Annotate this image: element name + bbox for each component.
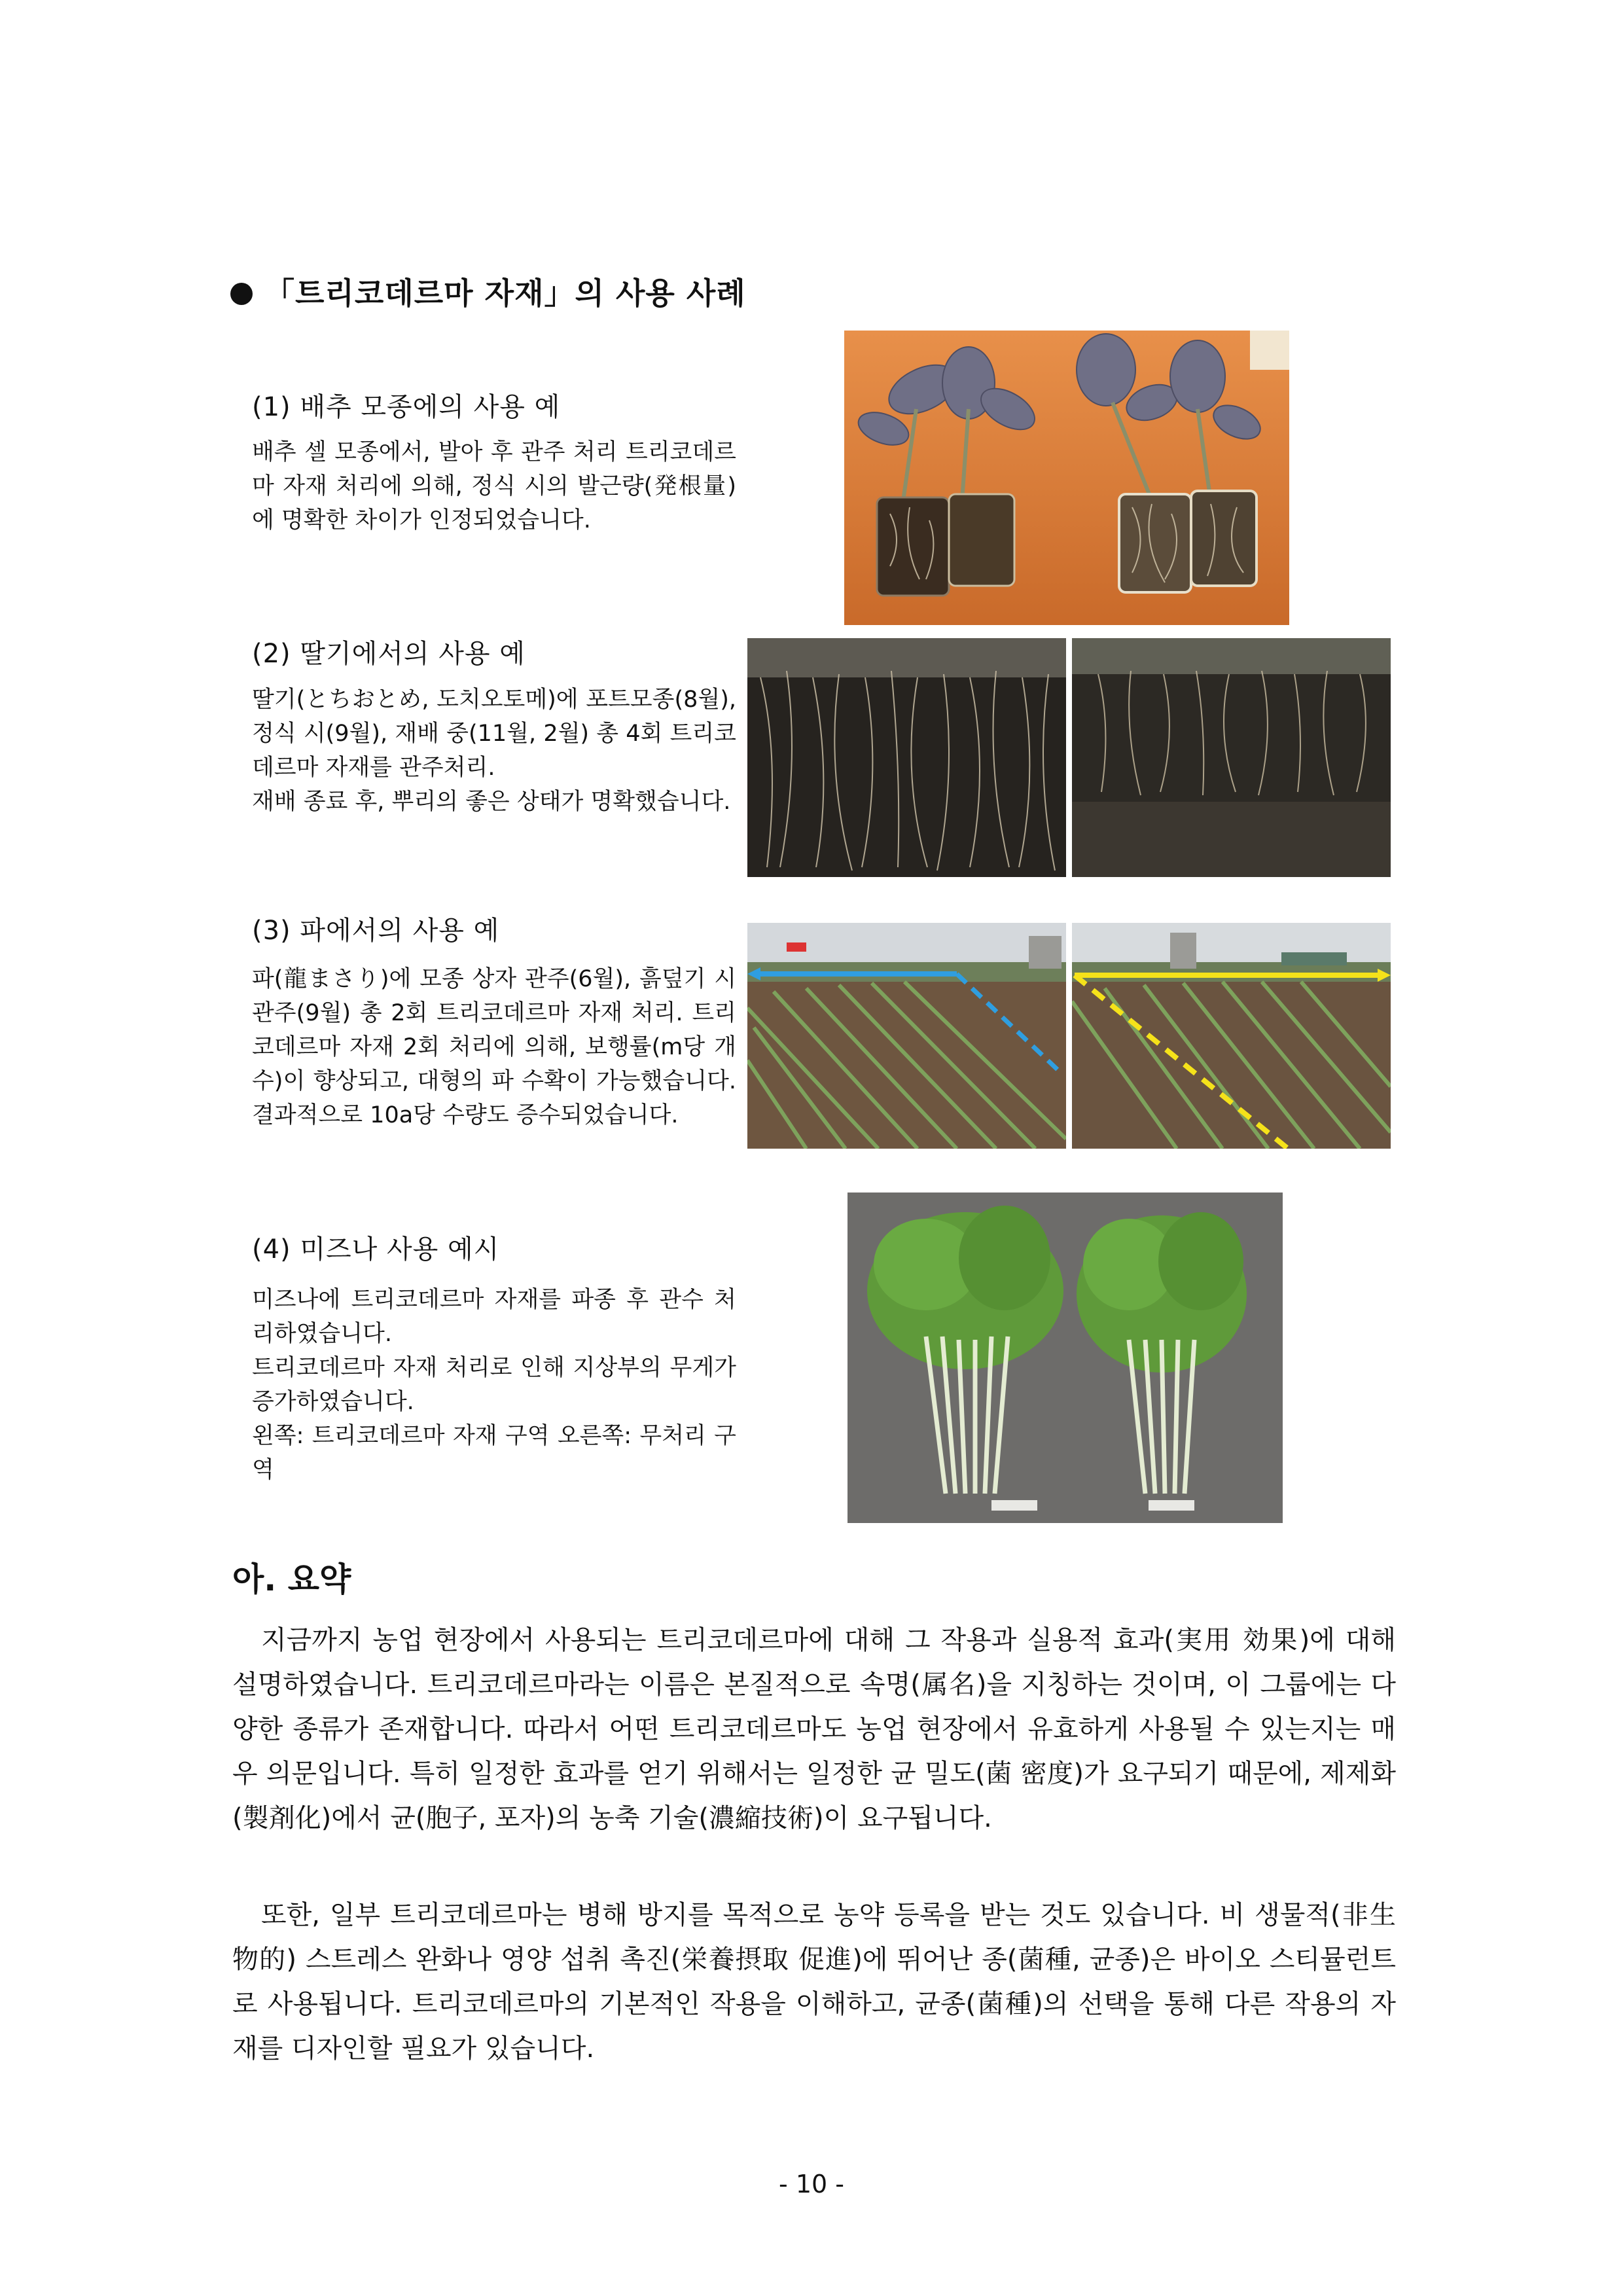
bullet-icon [230,283,253,305]
case-4-body: 미즈나에 트리코데르마 자재를 파종 후 관수 처리하였습니다. 트리코데르마 자재 처리로 인해 지상부의 무게가 증가하였습니다. 왼쪽: 트리코데르마 자재 구역 오른쪽: 무처리 구역 [252,1287,736,1483]
case-3-title: (3) 파에서의 사용 예 [252,916,500,946]
case-4-title: (4) 미즈나 사용 예시 [252,1234,500,1265]
case-1-body: 배추 셀 모종에서, 발아 후 관주 처리 트리코데르마 자재 처리에 의해, 정식 시의 발근량(発根量)에 명확한 차이가 인정되었습니다. [252,439,736,533]
page-number: - 10 - [779,2170,844,2198]
heading-text: 「트리코데르마 자재」의 사용 사례 [264,276,746,311]
case-2-title: (2) 딸기에서의 사용 예 [252,639,526,669]
mizuna-photo [847,1193,1283,1523]
onion-field-photo-left [747,923,1066,1149]
case-1-title: (1) 배추 모종에의 사용 예 [252,392,561,422]
summary-paragraph-1: 지금까지 농업 현장에서 사용되는 트리코데르마에 대해 그 작용과 실용적 효과(実用 効果)에 대해 설명하였습니다. 트리코데르마라는 이름은 본질적으로 속명(属名)을 지칭하는 것이며, 이 그룹에는 다양한 종류가 존재합니다. 따라서 어떤 트리코데르마도 농업 현장에서 유효하게 사용될 수 있는지는 매우 의문입니다. 특히 일정한 효과를 얻기 위해서는 일정한 균 밀도(菌 密度)가 요구되기 때문에, 제제화(製剤化)에서 균(胞子, 포자)의 농축 기술(濃縮技術)이 요구됩니다. [232,1625,1396,1833]
strawberry-roots-photo-right [1072,638,1391,877]
case-2-body: 딸기(とちおとめ, 도치오토메)에 포트모종(8월), 정식 시(9월), 재배 중(11월, 2월) 총 4회 트리코데르마 자재를 관주처리. 재배 종료 후, 뿌리의 좋은 상태가 명확했습니다. [252,687,736,815]
onion-field-photo-right [1072,923,1391,1149]
case-3-body: 파(龍まさり)에 모종 상자 관주(6월), 흙덮기 시 관주(9월) 총 2회 트리코데르마 자재 처리. 트리코데르마 자재 2회 처리에 의해, 보행률(m당 개수)이 향상되고, 대형의 파 수확이 가능했습니다. 결과적으로 10a당 수량도 증수되었습니다. [252,966,736,1128]
cabbage-seedlings-photo [844,331,1289,625]
section-heading [230,270,746,313]
summary-paragraph-2: 또한, 일부 트리코데르마는 병해 방지를 목적으로 농약 등록을 받는 것도 있습니다. 비 생물적(非生物的) 스트레스 완화나 영양 섭취 촉진(栄養摂取 促進)에 뛰어난 종(菌種, 균종)은 바이오 스티뮬런트로 사용됩니다. 트리코데르마의 기본적인 작용을 이해하고, 균종(菌種)의 선택을 통해 다른 작용의 자재를 디자인할 필요가 있습니다. [232,1900,1396,2064]
strawberry-roots-photo-left [747,638,1066,877]
summary-title: 아. 요약 [232,1560,351,1598]
